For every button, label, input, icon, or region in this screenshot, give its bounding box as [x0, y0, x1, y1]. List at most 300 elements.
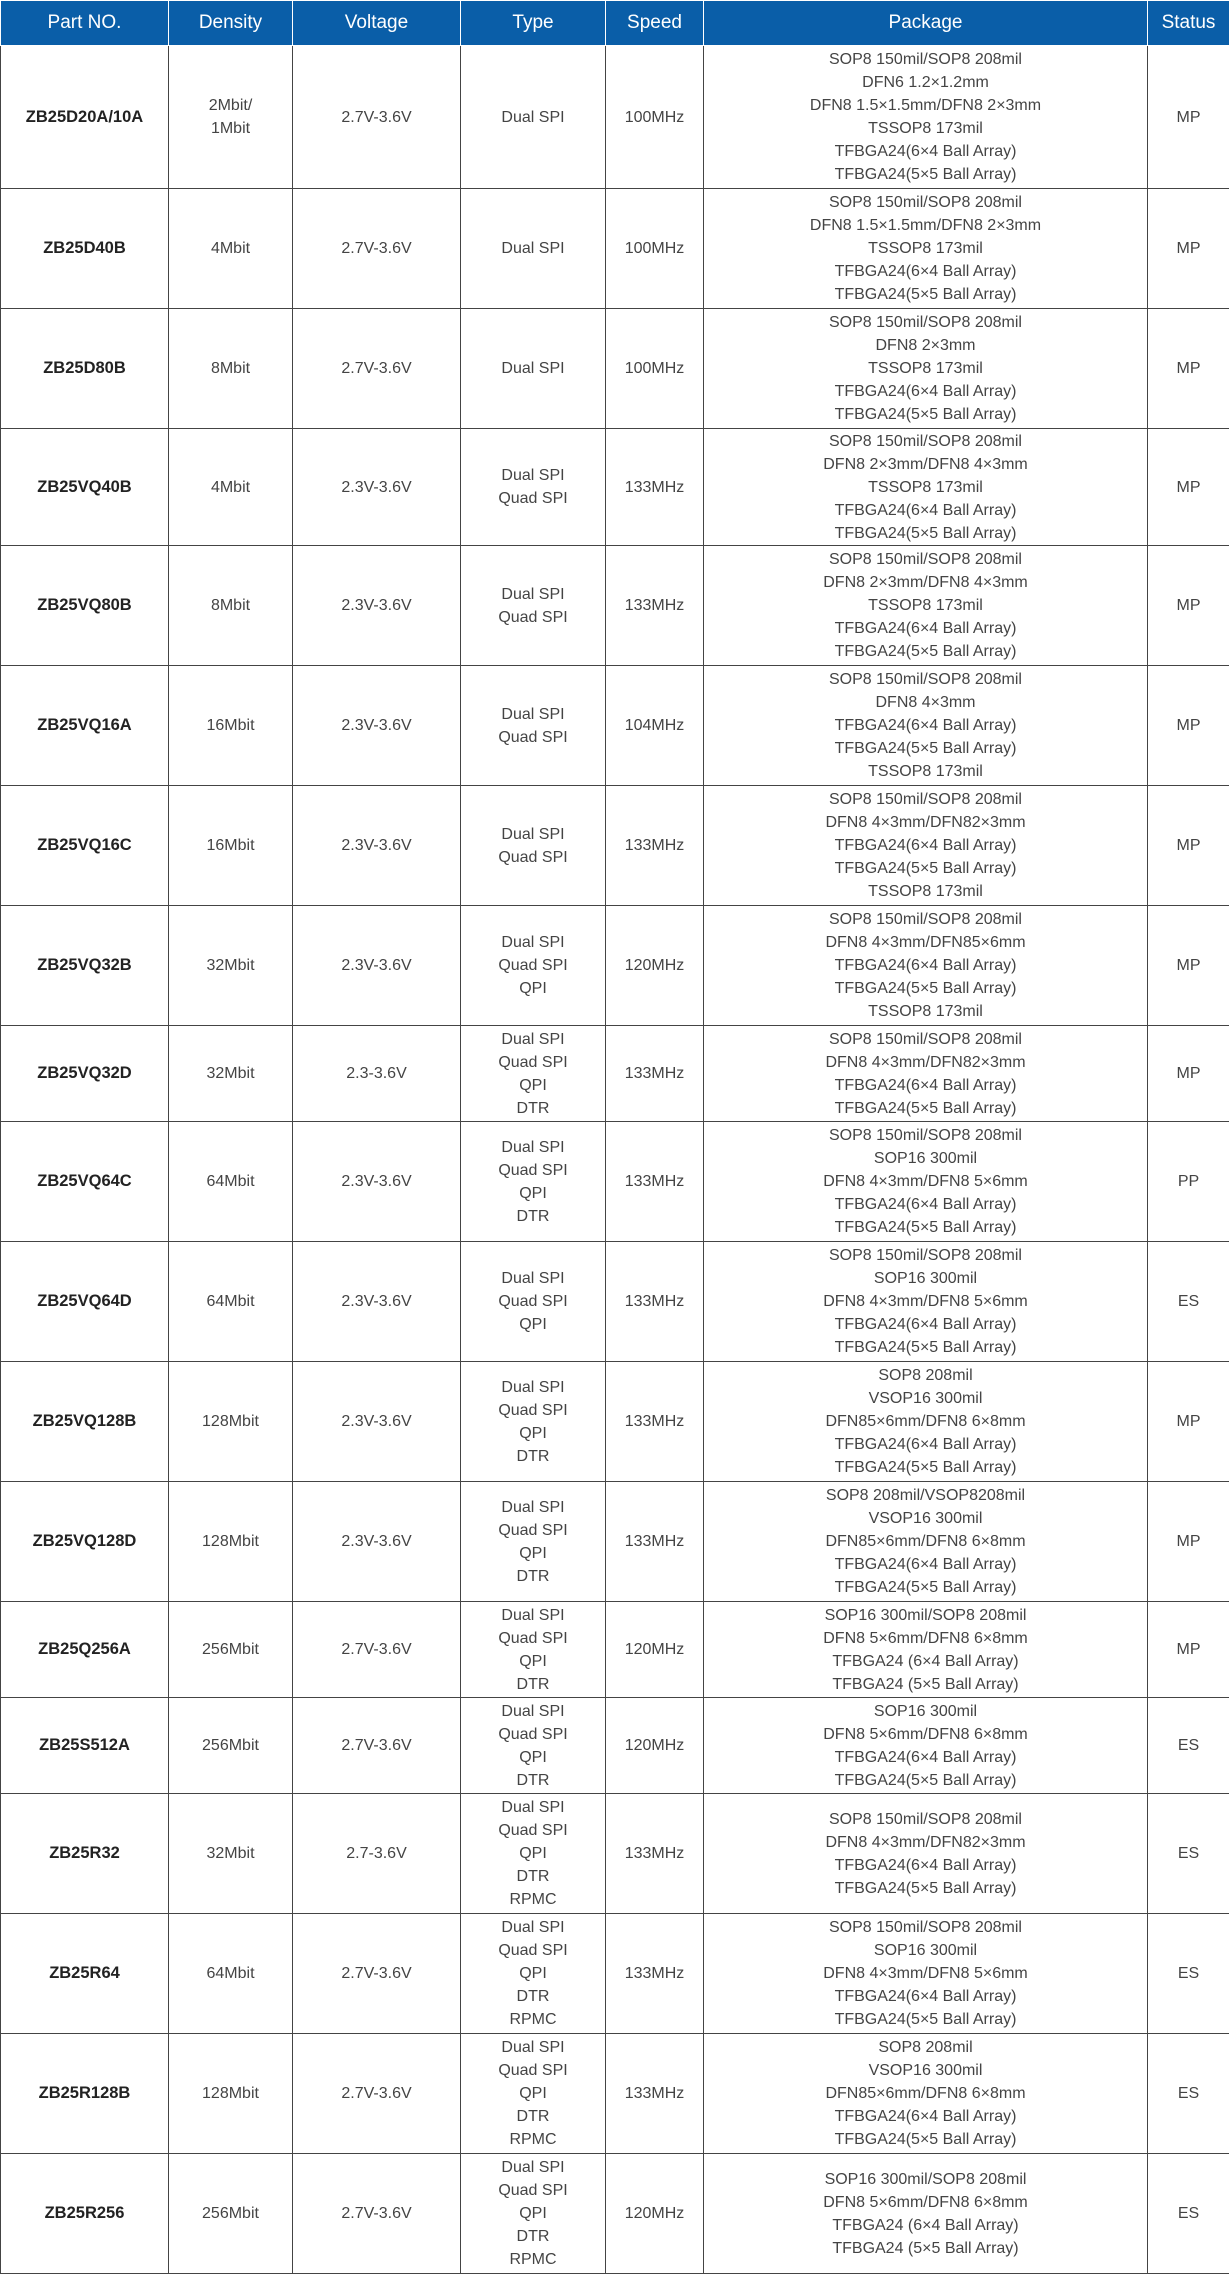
package-line: TFBGA24 (5×5 Ball Array)	[708, 1673, 1143, 1696]
speed-cell: 133MHz	[606, 1242, 704, 1362]
speed-cell: 120MHz	[606, 2154, 704, 2274]
status-cell: MP	[1148, 46, 1229, 189]
voltage-cell: 2.7V-3.6V	[293, 46, 461, 189]
speed-cell: 133MHz	[606, 1794, 704, 1914]
table-row	[1, 1026, 1229, 1122]
package-cell	[704, 429, 1148, 546]
package-line: SOP8 150mil/SOP8 208mil	[708, 1124, 1143, 1147]
density-line: 32Mbit	[173, 1842, 288, 1865]
type-line: Dual SPI	[465, 1376, 601, 1399]
package-line: DFN8 4×3mm/DFN82×3mm	[708, 811, 1143, 834]
type-line: QPI	[465, 977, 601, 1000]
type-cell	[461, 1122, 606, 1242]
density-line: 32Mbit	[173, 1062, 288, 1085]
density-line: 64Mbit	[173, 1290, 288, 1313]
type-line: Quad SPI	[465, 1051, 601, 1074]
type-cell	[461, 1242, 606, 1362]
package-line: TSSOP8 173mil	[708, 476, 1143, 499]
part-number-cell: ZB25VQ64C	[1, 1122, 169, 1242]
type-line: Quad SPI	[465, 1519, 601, 1542]
package-line: TFBGA24(5×5 Ball Array)	[708, 163, 1143, 186]
package-line: TSSOP8 173mil	[708, 594, 1143, 617]
package-line: DFN8 2×3mm/DFN8 4×3mm	[708, 453, 1143, 476]
type-line: Dual SPI	[465, 583, 601, 606]
type-cell	[461, 429, 606, 546]
package-line: SOP16 300mil/SOP8 208mil	[708, 1604, 1143, 1627]
density-line: 128Mbit	[173, 1530, 288, 1553]
speed-cell: 133MHz	[606, 786, 704, 906]
type-line: Quad SPI	[465, 1627, 601, 1650]
table-row	[1, 46, 1229, 189]
type-line: QPI	[465, 2082, 601, 2105]
type-cell	[461, 1362, 606, 1482]
voltage-cell: 2.3V-3.6V	[293, 1242, 461, 1362]
package-line: TFBGA24(6×4 Ball Array)	[708, 1746, 1143, 1769]
package-cell	[704, 1242, 1148, 1362]
part-number-cell: ZB25D20A/10A	[1, 46, 169, 189]
package-line: TFBGA24(5×5 Ball Array)	[708, 1877, 1143, 1900]
package-cell	[704, 1122, 1148, 1242]
voltage-cell: 2.7V-3.6V	[293, 1698, 461, 1794]
type-line: Dual SPI	[465, 703, 601, 726]
type-line: QPI	[465, 1074, 601, 1097]
package-line: SOP8 208mil	[708, 1364, 1143, 1387]
type-line: DTR	[465, 1445, 601, 1468]
package-cell	[704, 1026, 1148, 1122]
package-line: TFBGA24(6×4 Ball Array)	[708, 2105, 1143, 2128]
type-cell	[461, 309, 606, 429]
package-line: TFBGA24(5×5 Ball Array)	[708, 1769, 1143, 1792]
type-cell	[461, 1482, 606, 1602]
package-line: TSSOP8 173mil	[708, 760, 1143, 783]
type-line: DTR	[465, 1673, 601, 1696]
package-cell	[704, 46, 1148, 189]
speed-cell: 100MHz	[606, 189, 704, 309]
type-line: QPI	[465, 1746, 601, 1769]
type-line: Quad SPI	[465, 726, 601, 749]
package-line: SOP8 150mil/SOP8 208mil	[708, 1028, 1143, 1051]
package-line: TFBGA24(6×4 Ball Array)	[708, 499, 1143, 522]
type-line: RPMC	[465, 2008, 601, 2031]
voltage-cell: 2.3V-3.6V	[293, 1362, 461, 1482]
package-line: TSSOP8 173mil	[708, 880, 1143, 903]
density-cell	[169, 1026, 293, 1122]
package-line: SOP8 150mil/SOP8 208mil	[708, 430, 1143, 453]
table-row	[1, 189, 1229, 309]
speed-cell: 133MHz	[606, 546, 704, 666]
density-cell	[169, 2034, 293, 2154]
density-line: 4Mbit	[173, 237, 288, 260]
type-line: DTR	[465, 1097, 601, 1120]
voltage-cell: 2.3V-3.6V	[293, 546, 461, 666]
density-line: 256Mbit	[173, 1734, 288, 1757]
type-line: Quad SPI	[465, 954, 601, 977]
part-number-cell: ZB25VQ32D	[1, 1026, 169, 1122]
type-line: Dual SPI	[465, 1028, 601, 1051]
package-cell	[704, 2154, 1148, 2274]
type-line: DTR	[465, 1769, 601, 1792]
status-cell: MP	[1148, 1482, 1229, 1602]
package-cell	[704, 1794, 1148, 1914]
type-line: QPI	[465, 1422, 601, 1445]
density-cell	[169, 546, 293, 666]
type-cell	[461, 2034, 606, 2154]
package-line: TFBGA24(6×4 Ball Array)	[708, 260, 1143, 283]
part-number-cell: ZB25VQ80B	[1, 546, 169, 666]
type-line: Dual SPI	[465, 464, 601, 487]
table-row	[1, 1362, 1229, 1482]
type-cell	[461, 1914, 606, 2034]
package-cell	[704, 309, 1148, 429]
package-line: TFBGA24(6×4 Ball Array)	[708, 1313, 1143, 1336]
package-line: VSOP16 300mil	[708, 1507, 1143, 1530]
type-line: Dual SPI	[465, 106, 601, 129]
density-cell	[169, 2154, 293, 2274]
status-cell: ES	[1148, 2154, 1229, 2274]
speed-cell: 120MHz	[606, 1698, 704, 1794]
status-cell: ES	[1148, 2034, 1229, 2154]
density-cell	[169, 1914, 293, 2034]
density-cell	[169, 1794, 293, 1914]
part-number-cell: ZB25R32	[1, 1794, 169, 1914]
type-line: Dual SPI	[465, 2036, 601, 2059]
package-cell	[704, 1482, 1148, 1602]
package-line: DFN85×6mm/DFN8 6×8mm	[708, 2082, 1143, 2105]
voltage-cell: 2.3V-3.6V	[293, 1122, 461, 1242]
package-line: DFN8 4×3mm/DFN85×6mm	[708, 931, 1143, 954]
package-line: TFBGA24(6×4 Ball Array)	[708, 1985, 1143, 2008]
type-cell	[461, 46, 606, 189]
density-cell	[169, 1698, 293, 1794]
table-row	[1, 546, 1229, 666]
density-cell	[169, 1602, 293, 1698]
density-cell	[169, 309, 293, 429]
package-line: TFBGA24(6×4 Ball Array)	[708, 380, 1143, 403]
part-number-cell: ZB25D40B	[1, 189, 169, 309]
package-line: TFBGA24 (6×4 Ball Array)	[708, 1650, 1143, 1673]
density-line: 256Mbit	[173, 1638, 288, 1661]
type-line: Dual SPI	[465, 1700, 601, 1723]
package-line: TFBGA24(6×4 Ball Array)	[708, 954, 1143, 977]
status-cell: MP	[1148, 1602, 1229, 1698]
package-line: TFBGA24(5×5 Ball Array)	[708, 1216, 1143, 1239]
package-line: SOP8 150mil/SOP8 208mil	[708, 548, 1143, 571]
voltage-cell: 2.3V-3.6V	[293, 666, 461, 786]
part-number-cell: ZB25VQ64D	[1, 1242, 169, 1362]
header-type: Type	[461, 1, 606, 46]
package-line: SOP8 150mil/SOP8 208mil	[708, 1808, 1143, 1831]
density-line: 128Mbit	[173, 2082, 288, 2105]
part-number-cell: ZB25Q256A	[1, 1602, 169, 1698]
package-cell	[704, 786, 1148, 906]
status-cell: MP	[1148, 189, 1229, 309]
density-line: 32Mbit	[173, 954, 288, 977]
package-cell	[704, 1362, 1148, 1482]
package-cell	[704, 546, 1148, 666]
package-line: DFN8 2×3mm/DFN8 4×3mm	[708, 571, 1143, 594]
type-line: QPI	[465, 1542, 601, 1565]
type-line: Quad SPI	[465, 1723, 601, 1746]
voltage-cell: 2.7-3.6V	[293, 1794, 461, 1914]
table-row	[1, 1794, 1229, 1914]
status-cell: PP	[1148, 1122, 1229, 1242]
voltage-cell: 2.7V-3.6V	[293, 309, 461, 429]
package-line: TFBGA24(5×5 Ball Array)	[708, 640, 1143, 663]
voltage-cell: 2.3-3.6V	[293, 1026, 461, 1122]
voltage-cell: 2.7V-3.6V	[293, 1602, 461, 1698]
type-line: Dual SPI	[465, 357, 601, 380]
type-line: QPI	[465, 1182, 601, 1205]
package-cell	[704, 1698, 1148, 1794]
type-cell	[461, 1602, 606, 1698]
type-line: DTR	[465, 1865, 601, 1888]
type-line: Quad SPI	[465, 487, 601, 510]
table-row	[1, 309, 1229, 429]
table-row	[1, 1914, 1229, 2034]
package-line: TFBGA24 (5×5 Ball Array)	[708, 2237, 1143, 2260]
package-line: TFBGA24(6×4 Ball Array)	[708, 1553, 1143, 1576]
package-line: TSSOP8 173mil	[708, 1000, 1143, 1023]
package-line: TSSOP8 173mil	[708, 357, 1143, 380]
package-line: DFN85×6mm/DFN8 6×8mm	[708, 1530, 1143, 1553]
part-number-cell: ZB25VQ128B	[1, 1362, 169, 1482]
speed-cell: 100MHz	[606, 309, 704, 429]
package-line: DFN8 4×3mm/DFN8 5×6mm	[708, 1962, 1143, 1985]
speed-cell: 133MHz	[606, 2034, 704, 2154]
package-line: DFN8 5×6mm/DFN8 6×8mm	[708, 1723, 1143, 1746]
package-line: TFBGA24(5×5 Ball Array)	[708, 403, 1143, 426]
table-row	[1, 2154, 1229, 2274]
type-line: DTR	[465, 2105, 601, 2128]
package-line: SOP8 150mil/SOP8 208mil	[708, 1916, 1143, 1939]
package-cell	[704, 666, 1148, 786]
status-cell: MP	[1148, 906, 1229, 1026]
package-line: DFN8 4×3mm/DFN8 5×6mm	[708, 1170, 1143, 1193]
type-line: Dual SPI	[465, 931, 601, 954]
type-line: Quad SPI	[465, 606, 601, 629]
table-row	[1, 1698, 1229, 1794]
package-line: DFN8 4×3mm	[708, 691, 1143, 714]
package-line: SOP16 300mil	[708, 1267, 1143, 1290]
package-line: SOP8 208mil	[708, 2036, 1143, 2059]
part-number-cell: ZB25VQ40B	[1, 429, 169, 546]
status-cell: ES	[1148, 1794, 1229, 1914]
package-cell	[704, 2034, 1148, 2154]
type-line: QPI	[465, 2202, 601, 2225]
voltage-cell: 2.3V-3.6V	[293, 429, 461, 546]
status-cell: MP	[1148, 786, 1229, 906]
speed-cell: 120MHz	[606, 1602, 704, 1698]
voltage-cell: 2.7V-3.6V	[293, 2154, 461, 2274]
type-line: Quad SPI	[465, 2059, 601, 2082]
type-cell	[461, 1698, 606, 1794]
package-line: DFN8 4×3mm/DFN82×3mm	[708, 1831, 1143, 1854]
table-row	[1, 786, 1229, 906]
package-line: TFBGA24(6×4 Ball Array)	[708, 1074, 1143, 1097]
part-number-cell: ZB25R128B	[1, 2034, 169, 2154]
package-line: TFBGA24(6×4 Ball Array)	[708, 1854, 1143, 1877]
type-line: DTR	[465, 1205, 601, 1228]
voltage-cell: 2.7V-3.6V	[293, 1914, 461, 2034]
package-line: TFBGA24(6×4 Ball Array)	[708, 834, 1143, 857]
speed-cell: 133MHz	[606, 1482, 704, 1602]
header-part-no: Part NO.	[1, 1, 169, 46]
status-cell: ES	[1148, 1698, 1229, 1794]
density-line: 8Mbit	[173, 594, 288, 617]
package-line: TFBGA24(5×5 Ball Array)	[708, 1097, 1143, 1120]
package-line: TFBGA24(6×4 Ball Array)	[708, 140, 1143, 163]
type-cell	[461, 189, 606, 309]
type-line: Dual SPI	[465, 1796, 601, 1819]
header-density: Density	[169, 1, 293, 46]
table-row	[1, 906, 1229, 1026]
status-cell: ES	[1148, 1242, 1229, 1362]
density-cell	[169, 1482, 293, 1602]
part-number-cell: ZB25R64	[1, 1914, 169, 2034]
status-cell: MP	[1148, 1362, 1229, 1482]
type-line: Quad SPI	[465, 846, 601, 869]
density-cell	[169, 1122, 293, 1242]
status-cell: ES	[1148, 1914, 1229, 2034]
type-line: Quad SPI	[465, 1399, 601, 1422]
speed-cell: 133MHz	[606, 1026, 704, 1122]
package-line: DFN6 1.2×1.2mm	[708, 71, 1143, 94]
part-number-cell: ZB25VQ32B	[1, 906, 169, 1026]
header-row	[1, 1, 1229, 46]
package-cell	[704, 189, 1148, 309]
package-line: TFBGA24(5×5 Ball Array)	[708, 522, 1143, 545]
table-row	[1, 2034, 1229, 2154]
voltage-cell: 2.3V-3.6V	[293, 1482, 461, 1602]
package-line: DFN8 1.5×1.5mm/DFN8 2×3mm	[708, 214, 1143, 237]
density-cell	[169, 1362, 293, 1482]
header-speed: Speed	[606, 1, 704, 46]
speed-cell: 100MHz	[606, 46, 704, 189]
package-line: TFBGA24(5×5 Ball Array)	[708, 977, 1143, 1000]
package-line: SOP8 150mil/SOP8 208mil	[708, 48, 1143, 71]
package-line: TFBGA24(6×4 Ball Array)	[708, 1433, 1143, 1456]
package-line: TFBGA24(5×5 Ball Array)	[708, 1576, 1143, 1599]
status-cell: MP	[1148, 546, 1229, 666]
package-line: SOP16 300mil	[708, 1700, 1143, 1723]
table-row	[1, 429, 1229, 546]
density-line: 16Mbit	[173, 714, 288, 737]
status-cell: MP	[1148, 309, 1229, 429]
part-number-cell: ZB25S512A	[1, 1698, 169, 1794]
type-cell	[461, 2154, 606, 2274]
package-line: VSOP16 300mil	[708, 1387, 1143, 1410]
voltage-cell: 2.7V-3.6V	[293, 189, 461, 309]
type-line: Dual SPI	[465, 823, 601, 846]
type-line: QPI	[465, 1842, 601, 1865]
type-line: QPI	[465, 1650, 601, 1673]
type-line: RPMC	[465, 2248, 601, 2271]
table-row	[1, 1602, 1229, 1698]
type-line: DTR	[465, 2225, 601, 2248]
package-cell	[704, 906, 1148, 1026]
header-package: Package	[704, 1, 1148, 46]
type-cell	[461, 666, 606, 786]
package-line: SOP8 150mil/SOP8 208mil	[708, 908, 1143, 931]
speed-cell: 133MHz	[606, 429, 704, 546]
header-voltage: Voltage	[293, 1, 461, 46]
package-line: TSSOP8 173mil	[708, 237, 1143, 260]
type-cell	[461, 786, 606, 906]
package-line: VSOP16 300mil	[708, 2059, 1143, 2082]
table-row	[1, 666, 1229, 786]
status-cell: MP	[1148, 666, 1229, 786]
package-line: SOP8 150mil/SOP8 208mil	[708, 1244, 1143, 1267]
package-cell	[704, 1914, 1148, 2034]
table-row	[1, 1122, 1229, 1242]
speed-cell: 120MHz	[606, 906, 704, 1026]
density-line: 128Mbit	[173, 1410, 288, 1433]
package-line: SOP8 208mil/VSOP8208mil	[708, 1484, 1143, 1507]
type-line: Quad SPI	[465, 1939, 601, 1962]
package-line: TFBGA24(5×5 Ball Array)	[708, 1456, 1143, 1479]
density-cell	[169, 46, 293, 189]
table-row	[1, 1482, 1229, 1602]
density-line: 16Mbit	[173, 834, 288, 857]
type-line: DTR	[465, 1565, 601, 1588]
table-row	[1, 1242, 1229, 1362]
type-line: Dual SPI	[465, 2156, 601, 2179]
type-cell	[461, 1026, 606, 1122]
status-cell: MP	[1148, 1026, 1229, 1122]
package-line: TFBGA24(6×4 Ball Array)	[708, 617, 1143, 640]
type-line: Quad SPI	[465, 1159, 601, 1182]
table-body	[1, 46, 1229, 2274]
density-cell	[169, 906, 293, 1026]
speed-cell: 133MHz	[606, 1122, 704, 1242]
type-line: Dual SPI	[465, 1604, 601, 1627]
package-line: SOP16 300mil	[708, 1939, 1143, 1962]
package-cell	[704, 1602, 1148, 1698]
status-cell: MP	[1148, 429, 1229, 546]
density-line: 1Mbit	[173, 117, 288, 140]
density-cell	[169, 189, 293, 309]
part-number-cell: ZB25VQ16A	[1, 666, 169, 786]
density-cell	[169, 786, 293, 906]
voltage-cell: 2.3V-3.6V	[293, 906, 461, 1026]
package-line: DFN8 4×3mm/DFN82×3mm	[708, 1051, 1143, 1074]
package-line: TFBGA24(5×5 Ball Array)	[708, 737, 1143, 760]
package-line: DFN8 2×3mm	[708, 334, 1143, 357]
type-line: QPI	[465, 1313, 601, 1336]
density-line: 8Mbit	[173, 357, 288, 380]
type-line: RPMC	[465, 2128, 601, 2151]
part-number-cell: ZB25R256	[1, 2154, 169, 2274]
package-line: SOP8 150mil/SOP8 208mil	[708, 191, 1143, 214]
type-line: Dual SPI	[465, 1136, 601, 1159]
speed-cell: 104MHz	[606, 666, 704, 786]
part-number-cell: ZB25D80B	[1, 309, 169, 429]
type-line: Quad SPI	[465, 1819, 601, 1842]
density-line: 2Mbit/	[173, 94, 288, 117]
package-line: DFN8 5×6mm/DFN8 6×8mm	[708, 1627, 1143, 1650]
package-line: SOP8 150mil/SOP8 208mil	[708, 668, 1143, 691]
package-line: TFBGA24 (6×4 Ball Array)	[708, 2214, 1143, 2237]
type-line: QPI	[465, 1962, 601, 1985]
speed-cell: 133MHz	[606, 1362, 704, 1482]
speed-cell: 133MHz	[606, 1914, 704, 2034]
voltage-cell: 2.3V-3.6V	[293, 786, 461, 906]
density-line: 64Mbit	[173, 1962, 288, 1985]
package-line: DFN85×6mm/DFN8 6×8mm	[708, 1410, 1143, 1433]
type-cell	[461, 906, 606, 1026]
type-line: Dual SPI	[465, 1267, 601, 1290]
package-line: SOP8 150mil/SOP8 208mil	[708, 311, 1143, 334]
